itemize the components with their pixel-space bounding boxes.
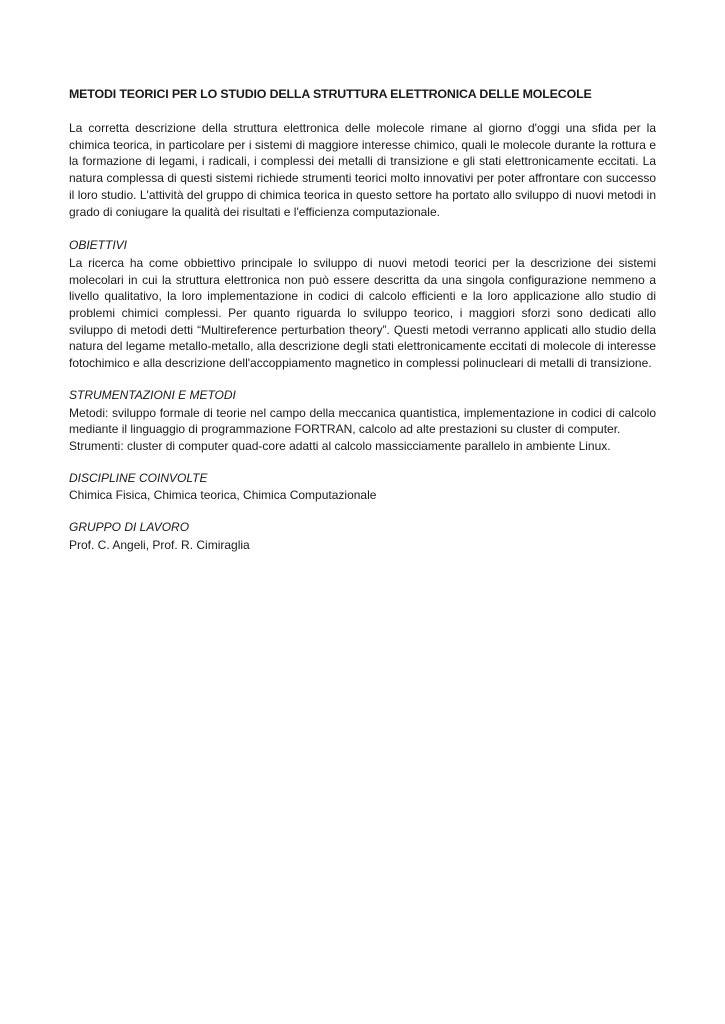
section-paragraph: La ricerca ha come obbiettivo principale lo sviluppo di nuovi metodi teorici per la descrizione dei sistemi molecolari in cui la struttura elettronica non può essere descritta da una singola configurazione nemmeno a livello qualitativo, la loro implementazione in codici di calcolo efficienti e la loro applicazione allo studio di problemi chimici complessi. Per quanto riguarda lo sviluppo teorico, i maggiori sforzi sono dedicati allo sviluppo di metodi detti “Multireference perturbation theory”. Questi metodi verranno applicati allo studio della natura del legame metallo-metallo, alla descrizione degli stati elettronicamente eccitati di molecole di interesse fotochimico e alla descrizione dell'accoppiamento magnetico in complessi polinucleari di metalli di transizione. <box>69 255 656 371</box>
section-paragraph: Prof. C. Angeli, Prof. R. Cimiraglia <box>69 537 250 552</box>
section-paragraph-metodi: Metodi: sviluppo formale di teorie nel campo della meccanica quantistica, implementazione in codici di calcolo mediante il linguaggio di programmazione FORTRAN, calcolo ad alte prestazioni su cluster di computer. <box>69 405 656 437</box>
section-heading: DISCIPLINE COINVOLTE <box>69 470 208 485</box>
section-heading: OBIETTIVI <box>69 238 128 253</box>
section-obiettivi <box>69 237 656 372</box>
intro-paragraph: La corretta descrizione della struttura elettronica delle molecole rimane al giorno d'oggi una sfida per la chimica teorica, in particolare per i sistemi di maggiore interesse chimico, quali le molecole durante la rottura e la formazione di legami, i radicali, i complessi dei metalli di transizione e gli stati elettronicamente eccitati. La natura complessa di questi sistemi richiede strumenti teorici molto innovativi per poter affrontare con successo il loro studio. L'attività del gruppo di chimica teorica in questo settore ha portato allo sviluppo di nuovi metodi in grado di coniugare la qualità dei risultati e l'efficienza computazionale. <box>69 121 656 219</box>
section-strumentazioni-e-metodi <box>69 387 656 455</box>
section-paragraph: Chimica Fisica, Chimica teorica, Chimica Computazionale <box>69 488 377 503</box>
document-title: METODI TEORICI PER LO STUDIO DELLA STRUTTURA ELETTRONICA DELLE MOLECOLE <box>69 87 592 101</box>
section-heading: GRUPPO DI LAVORO <box>69 520 190 535</box>
section-paragraph-strumenti: Strumenti: cluster di computer quad-core adatti al calcolo massicciamente parallelo in ambiente Linux. <box>69 438 611 453</box>
document-page <box>69 86 656 568</box>
section-gruppo-di-lavoro <box>69 519 656 553</box>
section-heading: STRUMENTAZIONI E METODI <box>69 387 236 402</box>
section-discipline-coinvolte <box>69 470 656 504</box>
